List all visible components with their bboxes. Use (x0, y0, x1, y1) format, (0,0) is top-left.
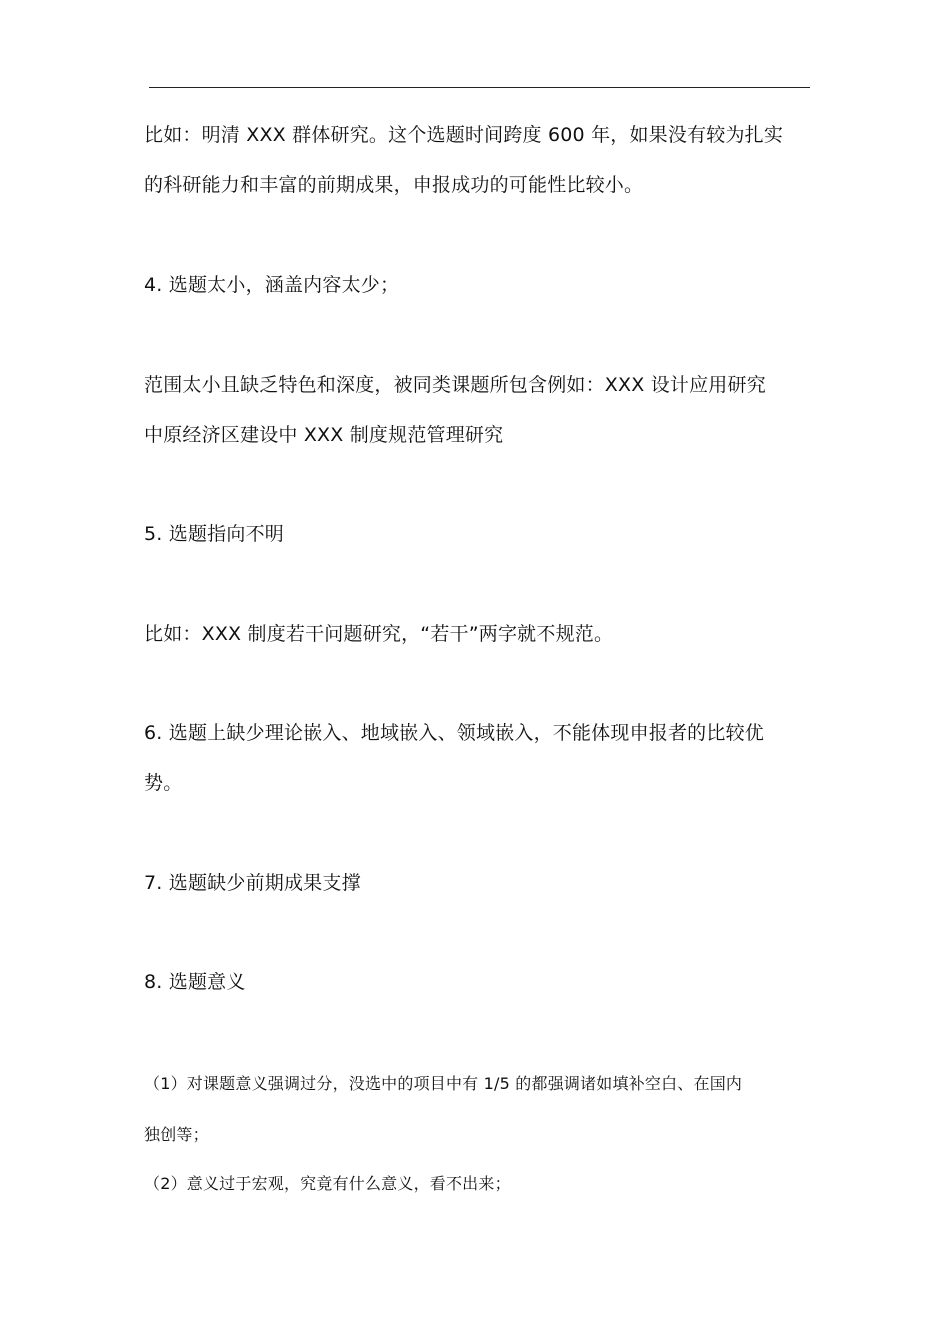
paragraph-example-ruogan: 比如：XXX 制度若干问题研究，“若干”两字就不规范。 (144, 623, 614, 645)
heading-item-5: 5. 选题指向不明 (144, 523, 284, 545)
paragraph-example-ming-qing-line-2: 的科研能力和丰富的前期成果，申报成功的可能性比较小。 (144, 174, 644, 196)
paragraph-scope-too-small-line-2: 中原经济区建设中 XXX 制度规范管理研究 (144, 424, 504, 446)
heading-item-7: 7. 选题缺少前期成果支撑 (144, 872, 361, 894)
subitem-2: （2）意义过于宏观，究竟有什么意义，看不出来； (144, 1174, 511, 1193)
heading-item-6-line-1: 6. 选题上缺少理论嵌入、地域嵌入、领域嵌入，不能体现申报者的比较优 (144, 722, 764, 744)
header-rule (149, 87, 810, 88)
paragraph-scope-too-small-line-1: 范围太小且缺乏特色和深度，被同类课题所包含例如：XXX 设计应用研究 (144, 374, 766, 396)
heading-item-6-line-2: 势。 (144, 772, 183, 794)
heading-item-8: 8. 选题意义 (144, 971, 246, 993)
heading-item-4: 4. 选题太小，涵盖内容太少； (144, 274, 400, 296)
subitem-1-line-2: 独创等； (144, 1125, 209, 1144)
subitem-1-line-1: （1）对课题意义强调过分，没选中的项目中有 1/5 的都强调诸如填补空白、在国内 (144, 1074, 743, 1093)
paragraph-example-ming-qing-line-1: 比如：明清 XXX 群体研究。这个选题时间跨度 600 年，如果没有较为扎实 (144, 124, 784, 146)
